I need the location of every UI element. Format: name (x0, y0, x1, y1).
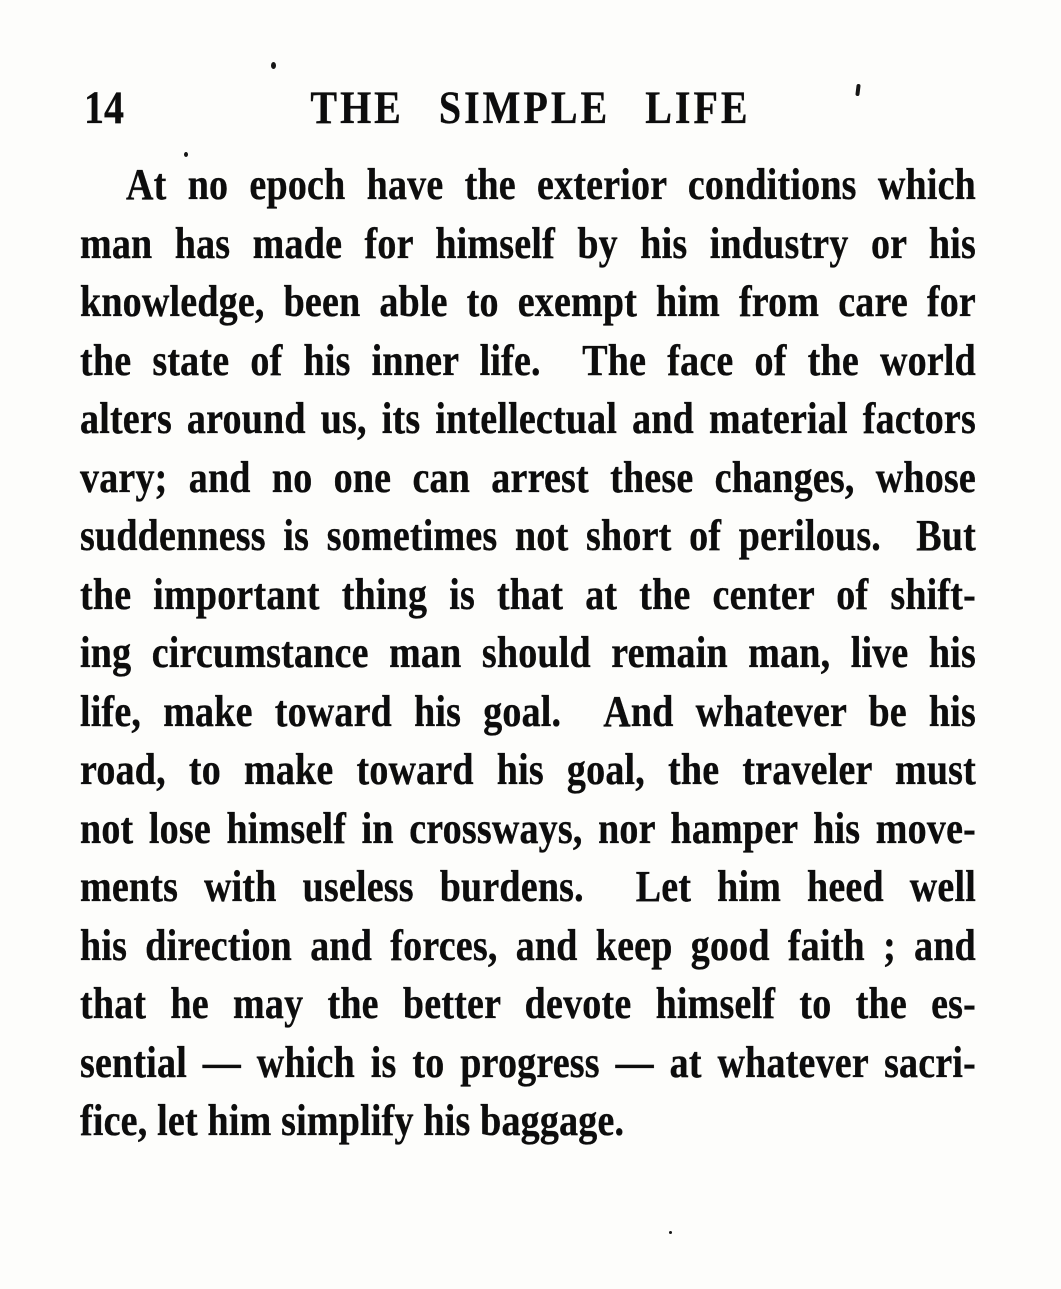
text-line: vary; and no one can arrest these changes, whose (80, 453, 976, 502)
page-title: THE SIMPLE LIFE (310, 81, 751, 134)
text-line: his direction and forces, and keep good faith ; and (80, 921, 976, 970)
text-line: At no epoch have the exterior conditions which (126, 160, 976, 210)
page-number: 14 (84, 81, 124, 134)
text-line: knowledge, been able to exempt him from care for (80, 277, 976, 327)
text-line: the state of his inner life. The face of the world (80, 336, 976, 385)
scan-speck (271, 62, 276, 69)
text-line: the important thing is that at the center of shift- (80, 570, 976, 619)
text-line: ments with useless burdens. Let him heed well (80, 862, 976, 912)
text-line: alters around us, its intellectual and material factors (80, 394, 976, 444)
text-line: sential — which is to progress — at whatever sacri- (80, 1038, 976, 1087)
text-line: that he may the better devote himself to the es- (80, 979, 976, 1029)
scan-speck (184, 152, 188, 157)
text-line: life, make toward his goal. And whatever be his (80, 687, 976, 736)
text-line: fice, let him simplify his baggage. (80, 1096, 625, 1146)
text-line: not lose himself in crossways, nor hamper his move- (80, 804, 976, 853)
running-header (0, 81, 1061, 134)
scan-speck (669, 1231, 672, 1234)
text-line: ing circumstance man should remain man, live his (80, 628, 976, 678)
text-line: suddenness is sometimes not short of perilous. But (80, 511, 976, 561)
text-line: man has made for himself by his industry or his (80, 219, 976, 268)
text-line: road, to make toward his goal, the traveler must (80, 745, 976, 795)
body-paragraph (80, 156, 976, 1151)
